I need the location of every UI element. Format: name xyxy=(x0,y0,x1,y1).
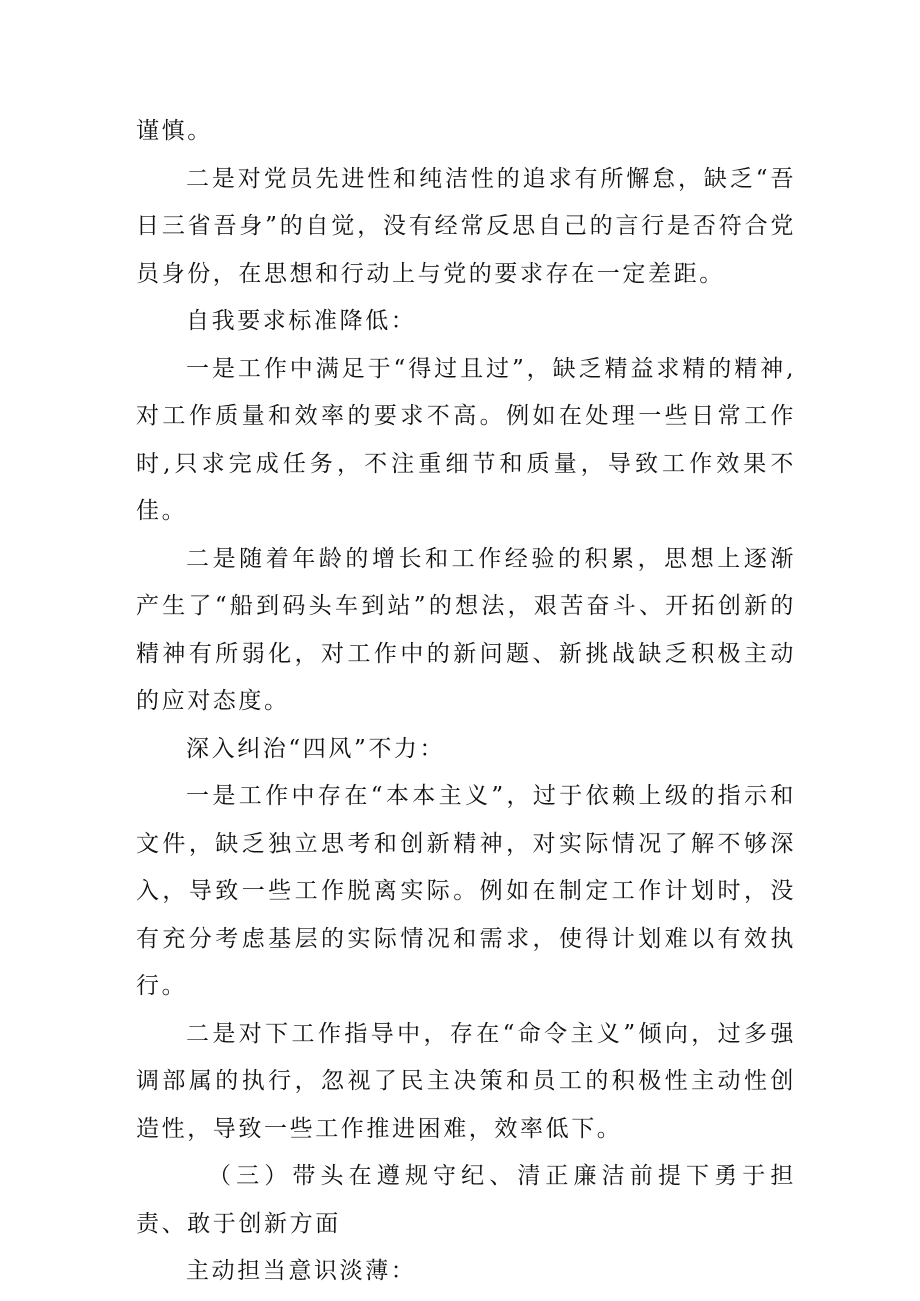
heading-self-standards: 自我要求标准降低： xyxy=(186,308,417,334)
document-body xyxy=(136,108,796,1296)
paragraph-continuation: 谨慎。 xyxy=(136,118,213,144)
paragraph-party-self-reflection: 二是对党员先进性和纯洁性的追求有所懈怠，缺乏“吾日三省吾身”的自觉，没有经常反思自己的言行是否符合党员身份，在思想和行动上与党的要求存在一定差距。 xyxy=(136,165,796,287)
paragraph-commandism: 二是对下工作指导中，存在“命令主义”倾向，过多强调部属的执行，忽视了民主决策和员工的积极性主动性创造性，导致一些工作推进困难，效率低下。 xyxy=(136,1020,796,1142)
heading-responsibility: 主动担当意识淡薄： xyxy=(186,1258,417,1284)
paragraph-work-quality: 一是工作中满足于“得过且过”，缺乏精益求精的精神,对工作质量和效率的要求不高。例如在处理一些日常工作时,只求完成任务，不注重细节和质量，导致工作效果不佳。 xyxy=(136,355,796,524)
paragraph-bookishness: 一是工作中存在“本本主义”，过于依赖上级的指示和文件，缺乏独立思考和创新精神，对实际情况了解不够深入，导致一些工作脱离实际。例如在制定工作计划时，没有充分考虑基层的实际情况和需求，使得计划难以有效执行。 xyxy=(136,783,796,999)
heading-four-winds: 深入纠治“四风”不力： xyxy=(186,735,446,762)
section-heading-three: （三）带头在遵规守纪、清正廉洁前提下勇于担责、敢于创新方面 xyxy=(136,1163,796,1237)
paragraph-complacency: 二是随着年龄的增长和工作经验的积累，思想上逐渐产生了“船到码头车到站”的想法，艰苦奋斗、开拓创新的精神有所弱化，对工作中的新问题、新挑战缺乏积极主动的应对态度。 xyxy=(136,545,796,714)
